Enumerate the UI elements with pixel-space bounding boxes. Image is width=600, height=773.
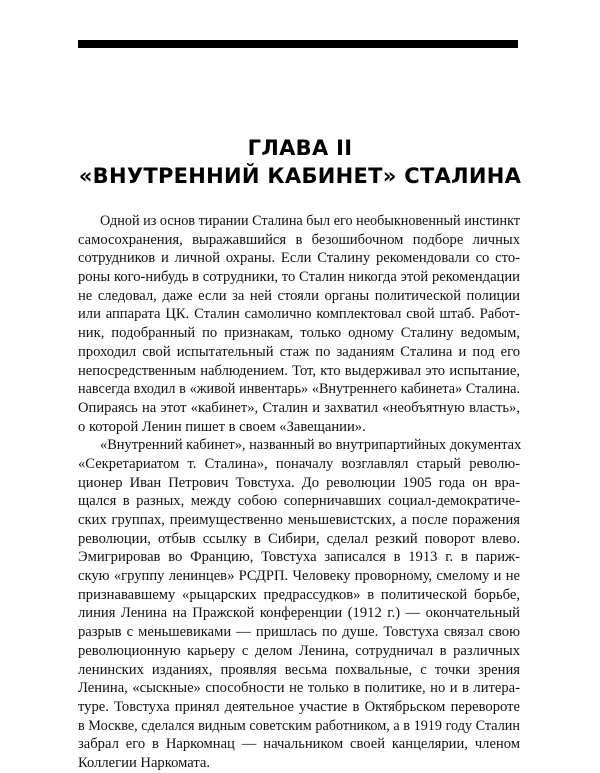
text-line: ник, подобранный по признакам, только одному Сталину ведомым, (78, 325, 520, 342)
chapter-number: ГЛАВА II (247, 136, 353, 160)
text-line: навсегда входил в «живой инвентарь» «Внутреннего кабинета» Сталина. (78, 381, 520, 398)
text-line: туре. Товстуха принял деятельное участие в Октябрьском перевороте (78, 698, 520, 715)
text-line: или аппарата ЦК. Сталин самолично комплектовал свой штаб. Работ- (78, 306, 520, 323)
text-line: роны кого-нибудь в сотрудники, то Сталин никогда этой рекомендации (78, 269, 520, 286)
text-line: непосредственным наблюдением. Тот, кто выдерживал это испытание, (78, 362, 520, 379)
text-line: «Внутренний кабинет», названный во внутрипартийных документах (100, 437, 522, 454)
chapter-title: «ВНУТРЕННИЙ КАБИНЕТ» СТАЛИНА (78, 164, 522, 188)
paragraph-2 (78, 436, 520, 772)
text-line: революционную карьеру с делом Ленина, сотрудничал в различных (78, 642, 520, 659)
text-line: Эмигрировав во Францию, Товстуха записался в 1913 г. в париж- (78, 549, 520, 566)
chapter-heading (60, 134, 540, 190)
text-line: Ленина, «сыскные» способности не только в политике, но и в литера- (78, 680, 520, 697)
body-text (78, 212, 520, 773)
text-line: революции, отбыв ссылку в Сибири, сделал резкий поворот влево. (78, 530, 520, 547)
text-line: ционер Иван Петрович Товстуха. До революции 1905 года он вра- (78, 474, 520, 491)
top-rule (78, 40, 518, 48)
text-line: признававшему «рыцарских предрассудков» в политической борьбе, (78, 586, 520, 603)
text-line: Опираясь на этот «кабинет», Сталин и захватил «необъятную власть», (78, 399, 520, 416)
text-line: Коллегии Наркомата. (78, 754, 211, 771)
text-line: самосохранения, выражавшийся в безошибочном подборе личных (78, 231, 520, 248)
text-line: ленинских изданиях, проявляя весьма похвальные, с точки зрения (78, 661, 520, 678)
text-line: в Москве, сделался видным советским работником, а в 1919 году Сталин (78, 717, 520, 734)
text-line: разрыв с меньшевиками — пришлась по душе. Товстуха связал свою (78, 624, 520, 641)
paragraph-1 (78, 212, 520, 436)
text-line: не следовал, даже если за ней стояли органы политической полиции (78, 287, 520, 304)
text-line: Одной из основ тирании Сталина был его необыкновенный инстинкт (100, 213, 520, 229)
text-line: забрал его в Наркомнац — начальником своей канцелярии, членом (78, 736, 520, 753)
text-line: «Секретариатом т. Сталина», поначалу возглавлял старый револю- (78, 455, 520, 472)
text-line: о которой Ленин пишет в своем «Завещании». (78, 418, 366, 435)
text-line: ских группах, преимущественно меньшевистских, а после поражения (78, 512, 520, 528)
text-line: линия Ленина на Пражской конференции (1912 г.) — окончательный (78, 605, 520, 622)
text-line: скую «группу ленинцев» РСДРП. Человеку проворному, смелому и не (78, 568, 520, 585)
text-line: проходил свой испытательный стаж по заданиям Сталина и под его (78, 343, 520, 360)
text-line: щался в разных, между собою соперничавших социал-демократиче- (78, 493, 520, 510)
text-line: сотрудников и личной охраны. Если Сталину рекомендовали со сто- (78, 250, 520, 267)
